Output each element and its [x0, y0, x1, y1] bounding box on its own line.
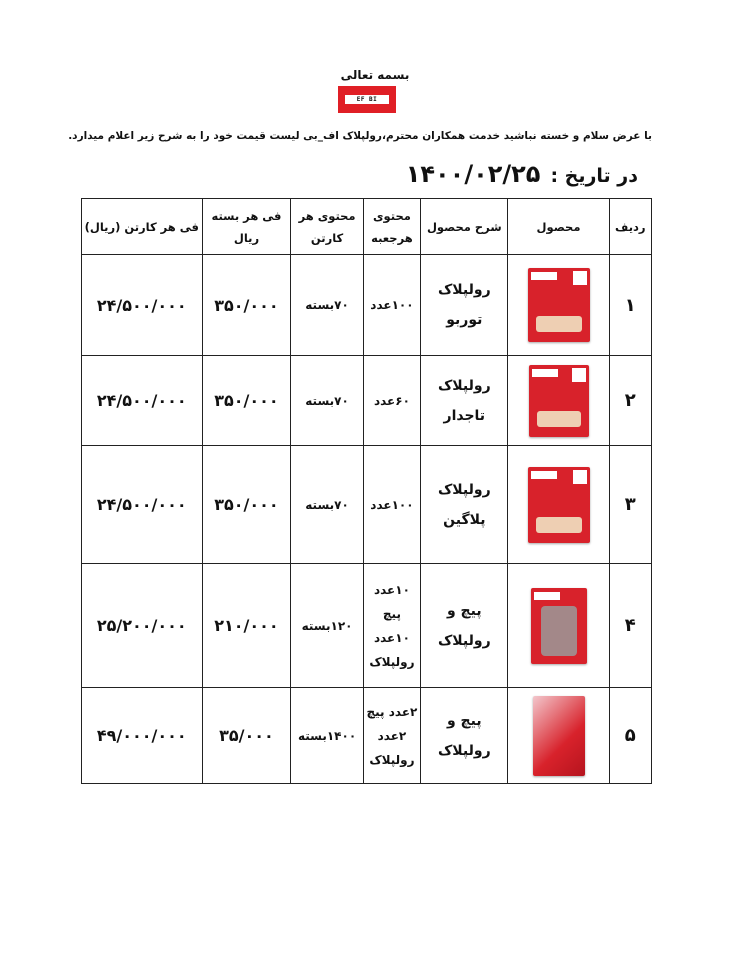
per-bag-qty: ۱۰۰عدد: [363, 255, 420, 356]
row-number: ۱: [609, 255, 651, 356]
carton-price: ۲۴/۵۰۰/۰۰۰: [82, 356, 203, 446]
screw-anchor-bag-image: [533, 696, 585, 776]
product-image-cell: [508, 446, 609, 564]
unit-price: ۳۵۰/۰۰۰: [202, 255, 291, 356]
product-description: رولپلاک پلاگین: [421, 446, 508, 564]
per-bag-qty: ۲عدد پیچ ۲عدد رولپلاک: [363, 688, 420, 784]
table-row: [82, 564, 652, 688]
row-number: ۴: [609, 564, 651, 688]
screw-anchor-package-image: [531, 588, 587, 664]
product-image-cell: [508, 255, 609, 356]
unit-price: ۲۱۰/۰۰۰: [202, 564, 291, 688]
brand-logo: [338, 86, 396, 113]
header-per-carton: محتوی هر کارتن: [291, 199, 363, 255]
date-label: در تاریخ :: [550, 165, 638, 187]
unit-price: ۳۵۰/۰۰۰: [202, 356, 291, 446]
intro-text: با عرض سلام و خسته نباشید خدمت همکاران محترم،رولپلاک اف_بی لیست قیمت خود را به شرح زیر اعلام میدارد.: [68, 130, 652, 142]
table-row: [82, 688, 652, 784]
table-row: [82, 446, 652, 564]
per-carton-qty: ۱۲۰بسته: [291, 564, 363, 688]
row-number: ۳: [609, 446, 651, 564]
header-description: شرح محصول: [421, 199, 508, 255]
row-number: ۵: [609, 688, 651, 784]
table-row: [82, 255, 652, 356]
per-carton-qty: ۷۰بسته: [291, 446, 363, 564]
header-product: محصول: [508, 199, 609, 255]
unit-price: ۳۵/۰۰۰: [202, 688, 291, 784]
product-image-cell: [508, 564, 609, 688]
row-number: ۲: [609, 356, 651, 446]
product-description: پیچ و رولپلاک: [421, 688, 508, 784]
carton-price: ۲۵/۲۰۰/۰۰۰: [82, 564, 203, 688]
crown-anchor-package-image: [529, 365, 589, 437]
product-description: پیچ و رولپلاک: [421, 564, 508, 688]
date-line: [406, 160, 638, 188]
per-bag-qty: ۱۰عدد پیچ ۱۰عدد رولپلاک: [363, 564, 420, 688]
header-row-number: ردیف: [609, 199, 651, 255]
carton-price: ۲۴/۵۰۰/۰۰۰: [82, 446, 203, 564]
header-carton-price: فی هر کارتن (ریال): [82, 199, 203, 255]
header-per-bag: محتوی هرجعبه: [363, 199, 420, 255]
product-description: رولپلاک تاجدار: [421, 356, 508, 446]
page-heading: بسمه تعالی: [340, 68, 410, 82]
per-carton-qty: ۱۴۰۰بسته: [291, 688, 363, 784]
date-value: ۱۴۰۰/۰۲/۲۵: [405, 160, 541, 188]
unit-price: ۳۵۰/۰۰۰: [202, 446, 291, 564]
plug-anchor-package-image: [528, 467, 590, 543]
price-table: [81, 198, 652, 784]
per-bag-qty: ۱۰۰عدد: [363, 446, 420, 564]
product-image-cell: [508, 688, 609, 784]
product-description: رولپلاک توربو: [421, 255, 508, 356]
per-carton-qty: ۷۰بسته: [291, 356, 363, 446]
logo-text: EF BI: [356, 96, 378, 103]
carton-price: ۲۴/۵۰۰/۰۰۰: [82, 255, 203, 356]
table-row: [82, 356, 652, 446]
product-image-cell: [508, 356, 609, 446]
turbo-anchor-package-image: [528, 268, 590, 342]
per-carton-qty: ۷۰بسته: [291, 255, 363, 356]
logo-band: [345, 95, 389, 104]
header-unit-price: فی هر بسته ریال: [202, 199, 291, 255]
carton-price: ۴۹/۰۰۰/۰۰۰: [82, 688, 203, 784]
per-bag-qty: ۶۰عدد: [363, 356, 420, 446]
table-header-row: [82, 199, 652, 255]
